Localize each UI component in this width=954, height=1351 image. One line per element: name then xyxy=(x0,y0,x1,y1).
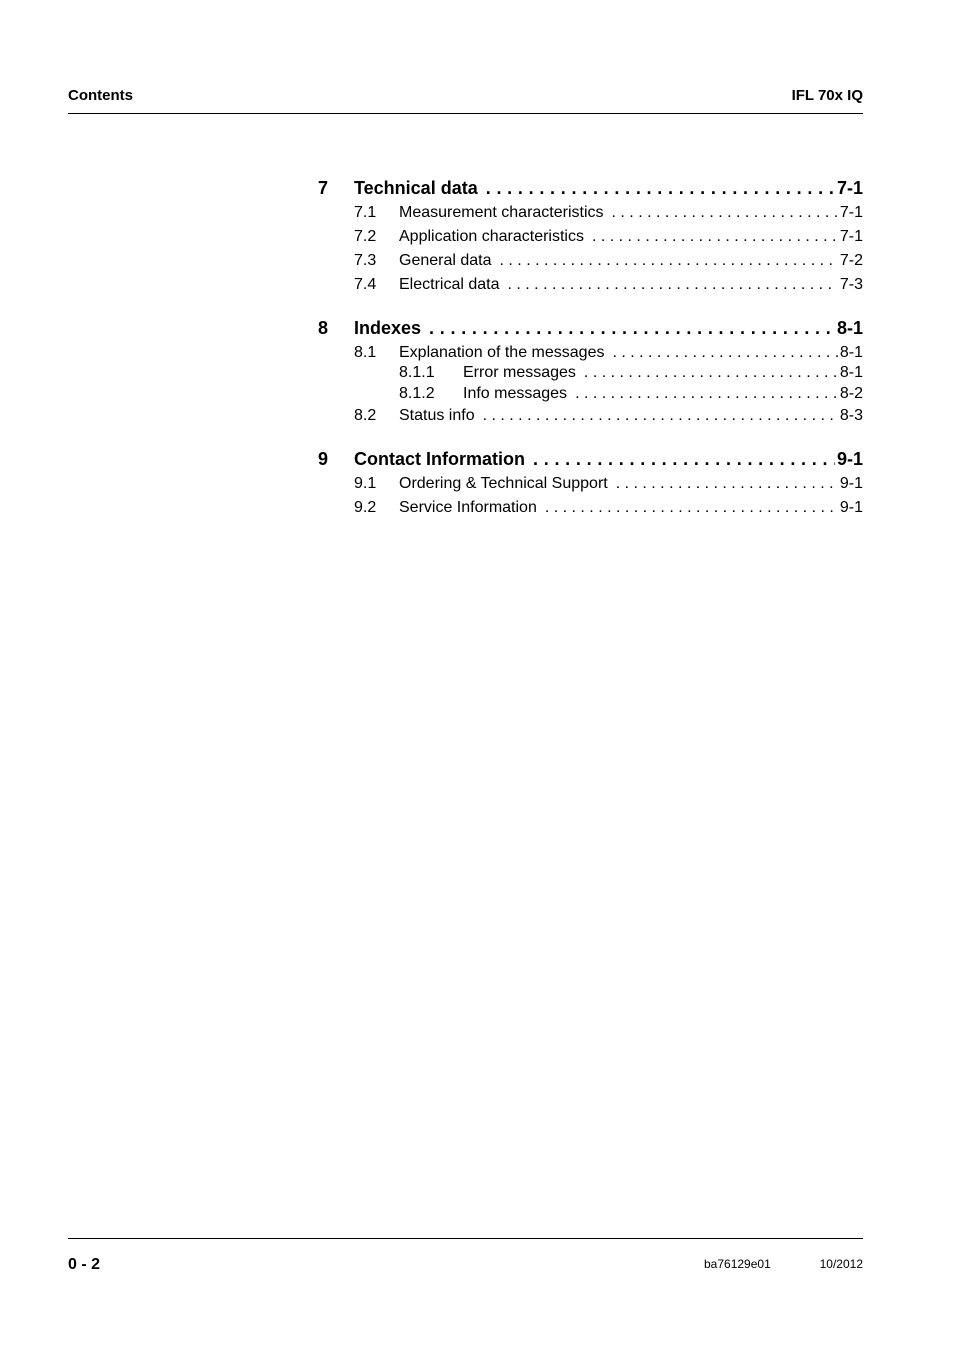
section-number: 8.1 xyxy=(354,344,377,361)
toc-section-entry[interactable] xyxy=(318,404,863,428)
footer-rule xyxy=(68,1238,863,1239)
chapter-page: 9-1 xyxy=(836,449,863,469)
section-number: 9.1 xyxy=(354,475,377,492)
toc-section-entry[interactable] xyxy=(318,249,863,273)
section-number: 8.2 xyxy=(354,407,377,424)
section-page: 7-1 xyxy=(839,204,863,221)
section-number: 7.3 xyxy=(354,252,377,269)
subsection-number: 8.1.2 xyxy=(399,384,435,402)
toc-chapter-entry[interactable] xyxy=(318,446,863,472)
dot-leader xyxy=(592,225,838,249)
chapter-page: 7-1 xyxy=(836,178,863,198)
chapter-title: Technical data xyxy=(354,178,478,198)
toc-section-entry[interactable] xyxy=(318,225,863,249)
section-title: Ordering & Technical Support xyxy=(399,475,608,492)
section-title: General data xyxy=(399,252,492,269)
toc-section-entry[interactable] xyxy=(318,201,863,225)
toc-subsection-entry[interactable] xyxy=(318,363,863,384)
toc-subsection-entry[interactable] xyxy=(318,384,863,405)
section-title: Service Information xyxy=(399,499,537,516)
chapter-page: 8-1 xyxy=(836,318,863,338)
dot-leader xyxy=(508,273,838,297)
section-title: Electrical data xyxy=(399,276,500,293)
toc-chapter-8 xyxy=(318,315,863,428)
dot-leader xyxy=(612,341,837,365)
section-number: 9.2 xyxy=(354,499,377,516)
table-of-contents xyxy=(318,175,863,538)
toc-section-entry[interactable] xyxy=(318,472,863,496)
toc-chapter-7 xyxy=(318,175,863,297)
section-page: 8-3 xyxy=(839,407,863,424)
running-header-section: Contents xyxy=(68,87,133,104)
dot-leader xyxy=(486,175,835,201)
subsection-title: Info messages xyxy=(463,384,568,402)
page-number: 0 - 2 xyxy=(68,1256,101,1273)
document-id: ba76129e01 xyxy=(704,1257,771,1271)
dot-leader xyxy=(612,201,838,225)
subsection-page: 8-1 xyxy=(839,364,863,381)
dot-leader xyxy=(533,446,835,472)
running-header-product: IFL 70x IQ xyxy=(791,87,863,104)
chapter-title: Contact Information xyxy=(354,449,525,469)
dot-leader xyxy=(500,249,838,273)
toc-section-entry[interactable] xyxy=(318,341,863,365)
section-page: 9-1 xyxy=(839,475,863,492)
section-page: 7-2 xyxy=(839,252,863,269)
header-rule xyxy=(68,113,863,114)
dot-leader xyxy=(575,384,838,405)
section-title: Application characteristics xyxy=(399,228,584,245)
section-title: Explanation of the messages xyxy=(399,344,605,361)
toc-section-entry[interactable] xyxy=(318,273,863,297)
toc-chapter-entry[interactable] xyxy=(318,175,863,201)
section-page: 9-1 xyxy=(839,499,863,516)
chapter-title: Indexes xyxy=(354,318,422,338)
dot-leader xyxy=(429,315,835,341)
toc-chapter-entry[interactable] xyxy=(318,315,863,341)
section-page: 7-1 xyxy=(839,228,863,245)
section-number: 7.4 xyxy=(354,276,377,293)
toc-chapter-9 xyxy=(318,446,863,520)
chapter-number: 8 xyxy=(318,318,329,338)
chapter-number: 9 xyxy=(318,449,329,469)
section-number: 7.2 xyxy=(354,228,377,245)
section-page: 7-3 xyxy=(839,276,863,293)
subsection-page: 8-2 xyxy=(839,384,863,402)
dot-leader xyxy=(584,363,838,384)
dot-leader xyxy=(545,496,838,520)
dot-leader xyxy=(483,404,838,428)
section-page: 8-1 xyxy=(839,344,863,361)
subsection-title: Error messages xyxy=(463,364,576,381)
dot-leader xyxy=(616,472,838,496)
toc-section-entry[interactable] xyxy=(318,496,863,520)
chapter-number: 7 xyxy=(318,178,329,198)
section-title: Measurement characteristics xyxy=(399,204,604,221)
section-title: Status info xyxy=(399,407,475,424)
section-number: 7.1 xyxy=(354,204,377,221)
document-date: 10/2012 xyxy=(819,1257,863,1271)
subsection-number: 8.1.1 xyxy=(399,364,435,381)
